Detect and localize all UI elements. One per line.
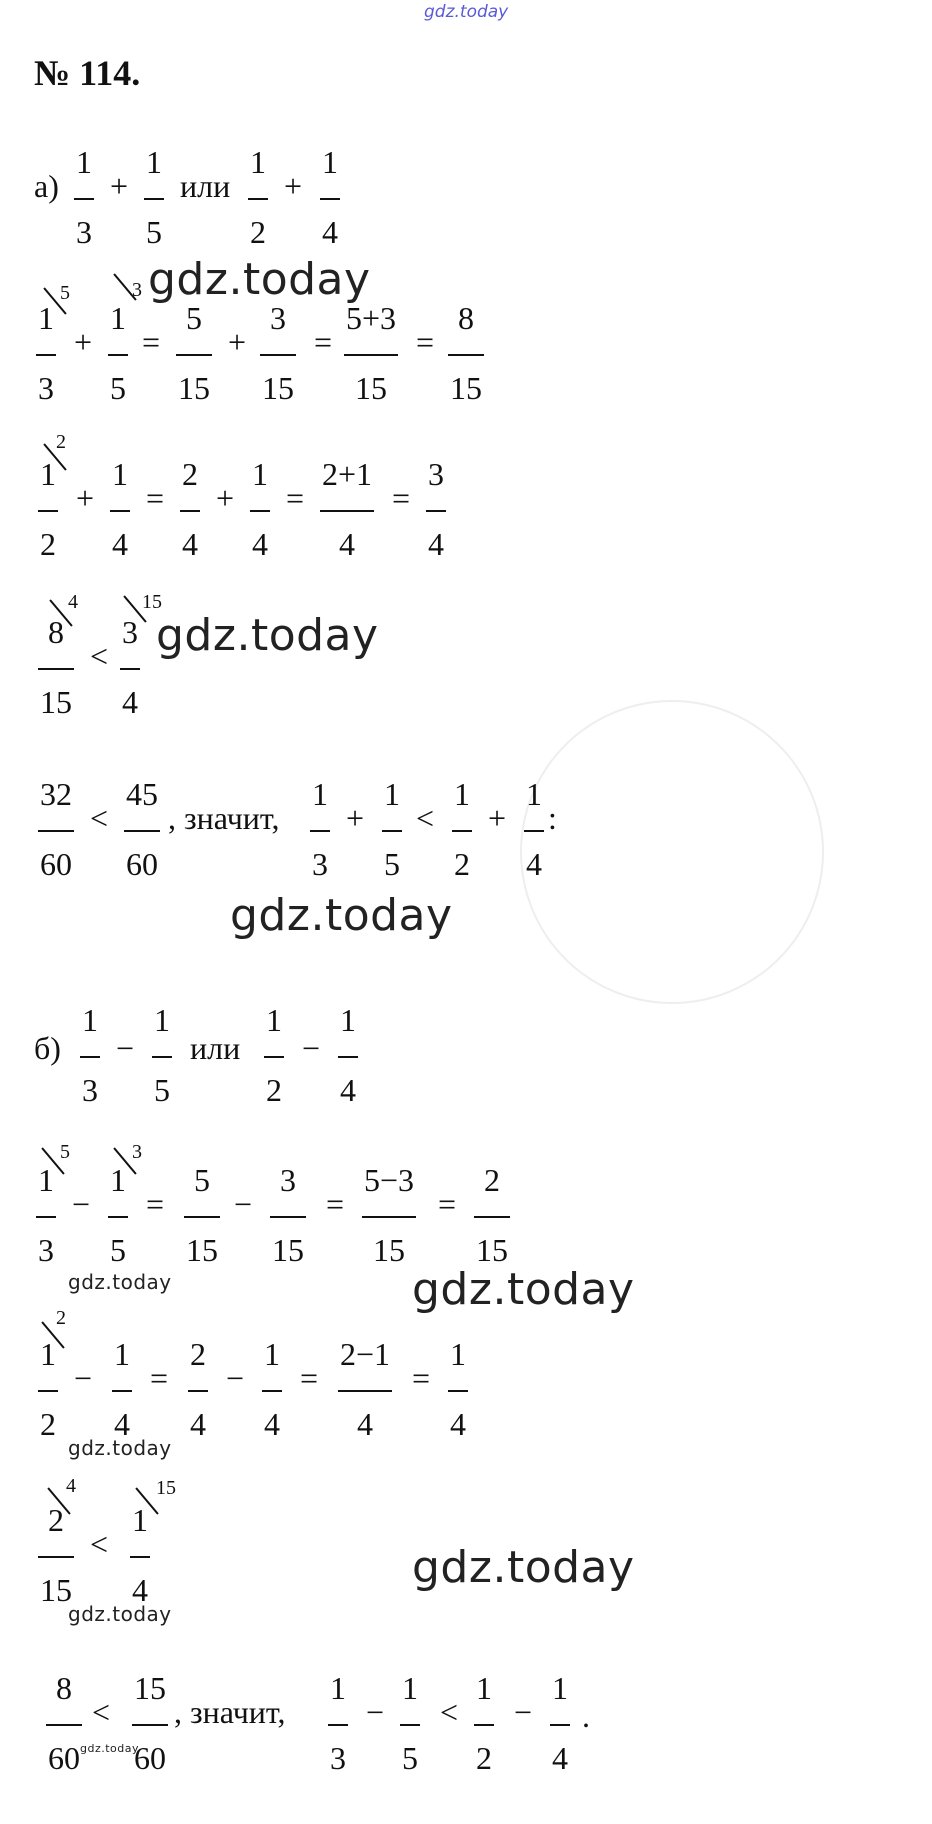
plus-sign: + [488, 800, 507, 836]
multiplier: 5 [60, 282, 70, 304]
watermark: gdz.today [148, 254, 371, 305]
fraction: 2 15 [476, 1162, 508, 1268]
end-mark: : [548, 800, 557, 836]
fraction: 1 3 [312, 776, 328, 882]
fraction: 1 5 [110, 300, 126, 406]
equals-sign: = [300, 1360, 319, 1396]
plus-sign: + [110, 168, 129, 204]
watermark: gdz.today [80, 1742, 140, 1755]
equals-sign: = [150, 1360, 169, 1396]
fraction: 1 5 [402, 1670, 418, 1776]
less-than-sign: < [440, 1694, 459, 1730]
fraction: 5 15 [186, 1162, 218, 1268]
fraction: 1 4 [552, 1670, 568, 1776]
less-than-sign: < [416, 800, 435, 836]
fraction: 2 4 [182, 456, 198, 562]
fraction: 1 2 [454, 776, 470, 882]
fraction: 1 3 [330, 1670, 346, 1776]
fraction: 1 3 [38, 1162, 54, 1268]
fraction: 15 60 [134, 1670, 166, 1776]
watermark: gdz.today [68, 1270, 172, 1294]
minus-sign: − [234, 1186, 253, 1222]
less-than-sign: < [90, 1526, 109, 1562]
conclusion-word: , значит, [174, 1694, 286, 1730]
part-a-label: а) [34, 168, 59, 204]
fraction: 5+3 15 [346, 300, 397, 406]
page-title: № 114. [34, 53, 141, 93]
equals-sign: = [314, 324, 333, 360]
end-mark: . [582, 1698, 590, 1734]
fraction: 45 60 [126, 776, 158, 882]
fraction: 8 60 [48, 1670, 80, 1776]
less-than-sign: < [90, 800, 109, 836]
fraction: 3 4 [428, 456, 444, 562]
minus-sign: − [72, 1186, 91, 1222]
fraction: 1 2 [266, 1002, 282, 1108]
plus-sign: + [76, 480, 95, 516]
fraction: 1 4 [112, 456, 128, 562]
fraction: 2 15 [40, 1502, 72, 1608]
equals-sign: = [438, 1186, 457, 1222]
watermark: gdz.today [68, 1436, 172, 1460]
fraction: 1 4 [450, 1336, 466, 1442]
fraction: 3 15 [262, 300, 294, 406]
watermark: gdz.today [156, 610, 379, 661]
fraction: 1 4 [340, 1002, 356, 1108]
minus-sign: − [74, 1360, 93, 1396]
fraction: 1 4 [264, 1336, 280, 1442]
fraction: 1 4 [114, 1336, 130, 1442]
plus-sign: + [228, 324, 247, 360]
multiplier: 15 [142, 591, 162, 613]
multiplier: 3 [132, 1141, 142, 1163]
multiplier: 2 [56, 1307, 66, 1329]
fraction: 1 2 [250, 144, 266, 250]
fraction: 1 4 [252, 456, 268, 562]
equals-sign: = [146, 1186, 165, 1222]
fraction: 1 3 [38, 300, 54, 406]
multiplier: 15 [156, 1477, 176, 1499]
equals-sign: = [326, 1186, 345, 1222]
equals-sign: = [392, 480, 411, 516]
fraction: 3 4 [122, 614, 138, 720]
minus-sign: − [226, 1360, 245, 1396]
fraction: 1 2 [40, 1336, 56, 1442]
minus-sign: − [116, 1030, 135, 1066]
plus-sign: + [216, 480, 235, 516]
fraction: 1 5 [384, 776, 400, 882]
plus-sign: + [284, 168, 303, 204]
fraction: 8 15 [40, 614, 72, 720]
part-b-label: б) [34, 1030, 61, 1066]
or-word: или [180, 168, 231, 204]
watermark: gdz.today [412, 1542, 635, 1593]
conclusion-word: , значит, [168, 800, 280, 836]
plus-sign: + [74, 324, 93, 360]
background-watermark-shape [520, 700, 824, 1004]
fraction: 2+1 4 [322, 456, 373, 562]
multiplier: 2 [56, 431, 66, 453]
multiplier: 4 [68, 591, 78, 613]
fraction: 1 5 [146, 144, 162, 250]
multiplier: 4 [66, 1475, 76, 1497]
or-word: или [190, 1030, 241, 1066]
fraction: 1 3 [82, 1002, 98, 1108]
less-than-sign: < [92, 1694, 111, 1730]
watermark: gdz.today [230, 890, 453, 941]
minus-sign: − [514, 1694, 533, 1730]
fraction: 2 4 [190, 1336, 206, 1442]
less-than-sign: < [90, 638, 109, 674]
fraction: 1 4 [322, 144, 338, 250]
equals-sign: = [142, 324, 161, 360]
fraction: 5 15 [178, 300, 210, 406]
fraction: 5−3 15 [364, 1162, 415, 1268]
equals-sign: = [146, 480, 165, 516]
watermark: gdz.today [412, 1264, 635, 1315]
fraction: 3 15 [272, 1162, 304, 1268]
plus-sign: + [346, 800, 365, 836]
fraction: 2−1 4 [340, 1336, 391, 1442]
multiplier: 5 [60, 1141, 70, 1163]
fraction: 1 5 [110, 1162, 126, 1268]
equals-sign: = [286, 480, 305, 516]
watermark-top: gdz.today [424, 2, 509, 22]
multiplier: 3 [132, 279, 142, 301]
watermark: gdz.today [68, 1602, 172, 1626]
fraction: 1 4 [132, 1502, 148, 1608]
fraction: 1 5 [154, 1002, 170, 1108]
fraction: 1 2 [40, 456, 56, 562]
minus-sign: − [302, 1030, 321, 1066]
fraction: 1 2 [476, 1670, 492, 1776]
minus-sign: − [366, 1694, 385, 1730]
equals-sign: = [412, 1360, 431, 1396]
fraction: 1 3 [76, 144, 92, 250]
fraction: 1 4 [526, 776, 542, 882]
equals-sign: = [416, 324, 435, 360]
fraction: 32 60 [40, 776, 72, 882]
fraction: 8 15 [450, 300, 482, 406]
